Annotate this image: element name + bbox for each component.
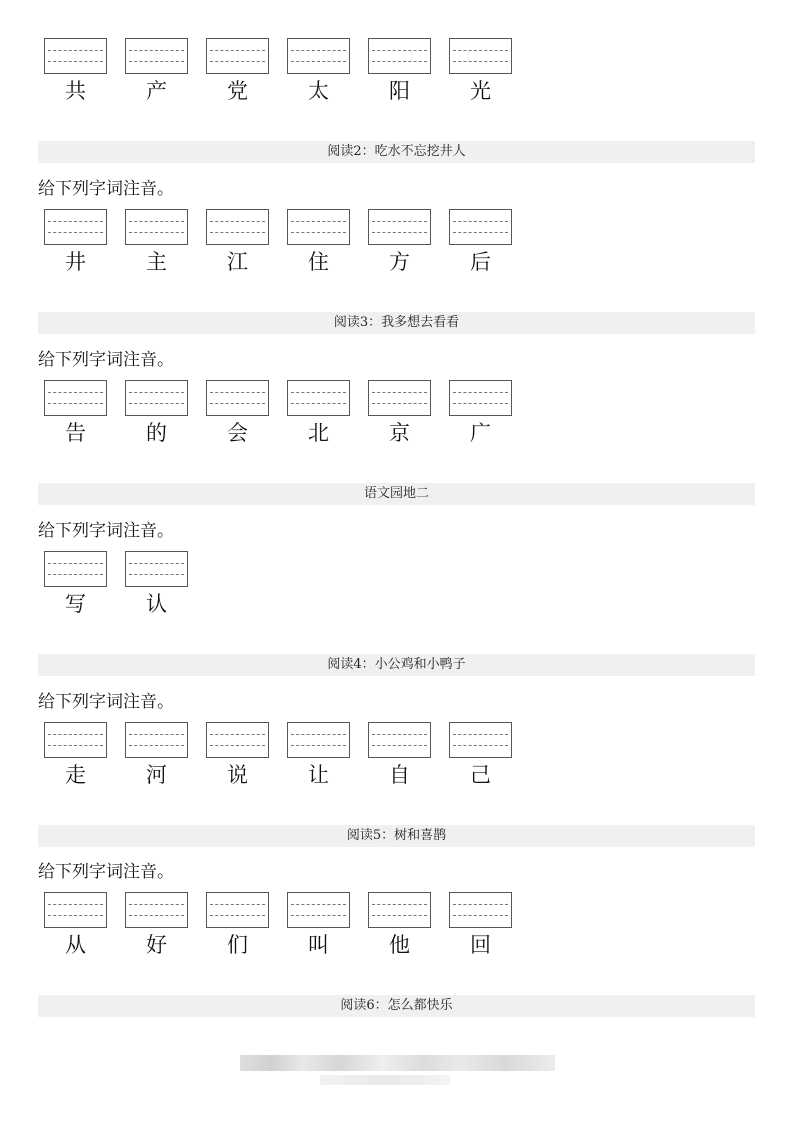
pinyin-writing-box[interactable] bbox=[206, 380, 269, 416]
char-cell bbox=[449, 722, 512, 802]
pinyin-writing-box[interactable] bbox=[206, 892, 269, 928]
char-cell bbox=[44, 551, 107, 631]
char-cell bbox=[125, 722, 188, 802]
hanzi-character: 产 bbox=[146, 79, 167, 103]
hanzi-character: 江 bbox=[227, 250, 248, 274]
pinyin-writing-box[interactable] bbox=[125, 380, 188, 416]
char-cell bbox=[125, 38, 188, 118]
char-cell bbox=[206, 209, 269, 289]
pinyin-writing-box[interactable] bbox=[449, 38, 512, 74]
blurred-watermark bbox=[240, 1055, 555, 1071]
char-cell bbox=[287, 722, 350, 802]
pinyin-writing-box[interactable] bbox=[125, 38, 188, 74]
char-cell bbox=[449, 38, 512, 118]
hanzi-character: 认 bbox=[146, 592, 167, 616]
pinyin-writing-box[interactable] bbox=[44, 209, 107, 245]
char-cell bbox=[44, 892, 107, 972]
char-cell bbox=[125, 380, 188, 460]
pinyin-writing-box[interactable] bbox=[125, 551, 188, 587]
hanzi-character: 党 bbox=[227, 79, 248, 103]
pinyin-writing-box[interactable] bbox=[449, 380, 512, 416]
char-cell bbox=[44, 722, 107, 802]
hanzi-character: 他 bbox=[389, 933, 410, 957]
char-cell bbox=[44, 38, 107, 118]
hanzi-character: 主 bbox=[146, 250, 167, 274]
hanzi-character: 后 bbox=[470, 250, 491, 274]
char-cell bbox=[449, 209, 512, 289]
char-cell bbox=[449, 380, 512, 460]
instruction-text: 给下列字词注音。 bbox=[38, 179, 174, 199]
hanzi-character: 广 bbox=[470, 421, 491, 445]
hanzi-character: 方 bbox=[389, 250, 410, 274]
char-cell bbox=[125, 209, 188, 289]
hanzi-character: 阳 bbox=[389, 79, 410, 103]
hanzi-character: 叫 bbox=[308, 933, 329, 957]
char-cell bbox=[44, 209, 107, 289]
instruction-text: 给下列字词注音。 bbox=[38, 862, 174, 882]
pinyin-writing-box[interactable] bbox=[368, 380, 431, 416]
hanzi-character: 说 bbox=[227, 763, 248, 787]
blurred-watermark-sub bbox=[320, 1075, 450, 1085]
pinyin-writing-box[interactable] bbox=[449, 892, 512, 928]
instruction-text: 给下列字词注音。 bbox=[38, 692, 174, 712]
char-cell bbox=[287, 38, 350, 118]
section-heading: 阅读4：小公鸡和小鸭子 bbox=[38, 654, 755, 676]
hanzi-character: 的 bbox=[146, 421, 167, 445]
pinyin-writing-box[interactable] bbox=[125, 209, 188, 245]
char-cell bbox=[206, 380, 269, 460]
pinyin-writing-box[interactable] bbox=[287, 209, 350, 245]
hanzi-character: 光 bbox=[470, 79, 491, 103]
pinyin-writing-box[interactable] bbox=[368, 722, 431, 758]
pinyin-writing-box[interactable] bbox=[44, 722, 107, 758]
pinyin-writing-box[interactable] bbox=[206, 209, 269, 245]
hanzi-character: 京 bbox=[389, 421, 410, 445]
pinyin-writing-box[interactable] bbox=[449, 209, 512, 245]
instruction-text: 给下列字词注音。 bbox=[38, 521, 174, 541]
pinyin-writing-box[interactable] bbox=[44, 892, 107, 928]
char-cell bbox=[206, 722, 269, 802]
hanzi-character: 己 bbox=[470, 763, 491, 787]
section-heading: 阅读3：我多想去看看 bbox=[38, 312, 755, 334]
pinyin-writing-box[interactable] bbox=[368, 209, 431, 245]
pinyin-writing-box[interactable] bbox=[44, 551, 107, 587]
char-cell bbox=[368, 380, 431, 460]
hanzi-character: 走 bbox=[65, 763, 86, 787]
char-cell bbox=[368, 38, 431, 118]
pinyin-writing-box[interactable] bbox=[368, 38, 431, 74]
char-cell bbox=[287, 380, 350, 460]
char-cell bbox=[449, 892, 512, 972]
char-cell bbox=[206, 38, 269, 118]
pinyin-writing-box[interactable] bbox=[44, 38, 107, 74]
pinyin-writing-box[interactable] bbox=[287, 722, 350, 758]
pinyin-writing-box[interactable] bbox=[206, 722, 269, 758]
char-cell bbox=[368, 209, 431, 289]
pinyin-writing-box[interactable] bbox=[449, 722, 512, 758]
char-cell bbox=[287, 892, 350, 972]
hanzi-character: 太 bbox=[308, 79, 329, 103]
char-cell bbox=[125, 551, 188, 631]
section-heading: 语文园地二 bbox=[38, 483, 755, 505]
char-cell bbox=[125, 892, 188, 972]
hanzi-character: 北 bbox=[308, 421, 329, 445]
hanzi-character: 自 bbox=[389, 763, 410, 787]
hanzi-character: 共 bbox=[65, 79, 86, 103]
instruction-text: 给下列字词注音。 bbox=[38, 350, 174, 370]
char-cell bbox=[368, 722, 431, 802]
pinyin-writing-box[interactable] bbox=[287, 892, 350, 928]
pinyin-writing-box[interactable] bbox=[125, 892, 188, 928]
hanzi-character: 写 bbox=[65, 592, 86, 616]
pinyin-writing-box[interactable] bbox=[287, 38, 350, 74]
pinyin-writing-box[interactable] bbox=[206, 38, 269, 74]
pinyin-writing-box[interactable] bbox=[44, 380, 107, 416]
hanzi-character: 让 bbox=[308, 763, 329, 787]
hanzi-character: 住 bbox=[308, 250, 329, 274]
hanzi-character: 会 bbox=[227, 421, 248, 445]
pinyin-writing-box[interactable] bbox=[125, 722, 188, 758]
hanzi-character: 回 bbox=[470, 933, 491, 957]
section-heading: 阅读2：吃水不忘挖井人 bbox=[38, 141, 755, 163]
section-heading: 阅读6：怎么都快乐 bbox=[38, 995, 755, 1017]
char-cell bbox=[368, 892, 431, 972]
hanzi-character: 井 bbox=[65, 250, 86, 274]
pinyin-writing-box[interactable] bbox=[287, 380, 350, 416]
hanzi-character: 好 bbox=[146, 933, 167, 957]
section-heading: 阅读5：树和喜鹊 bbox=[38, 825, 755, 847]
hanzi-character: 从 bbox=[65, 933, 86, 957]
hanzi-character: 告 bbox=[65, 421, 86, 445]
pinyin-writing-box[interactable] bbox=[368, 892, 431, 928]
char-cell bbox=[44, 380, 107, 460]
hanzi-character: 河 bbox=[146, 763, 167, 787]
char-cell bbox=[287, 209, 350, 289]
char-cell bbox=[206, 892, 269, 972]
hanzi-character: 们 bbox=[227, 933, 248, 957]
